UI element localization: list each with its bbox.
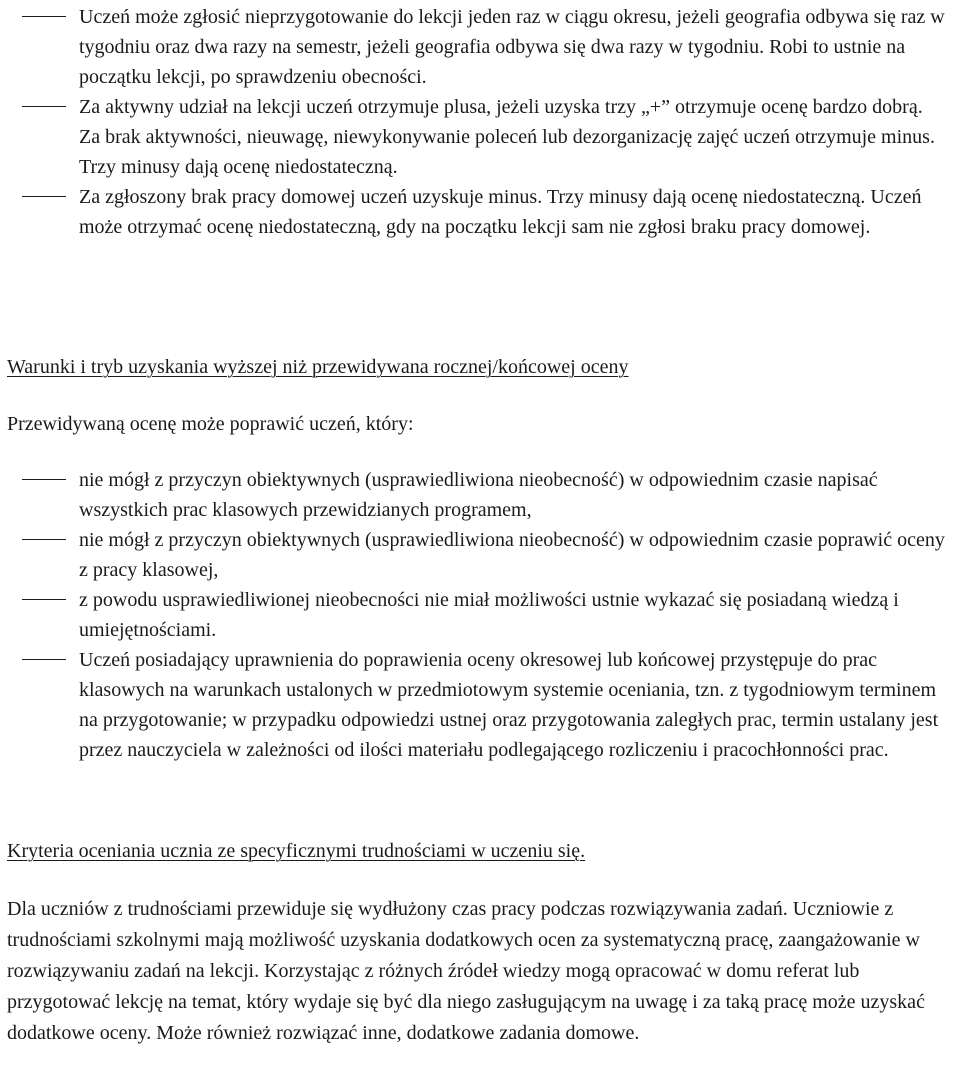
list-item	[0, 182, 960, 242]
section-heading-criteria: Kryteria oceniania ucznia ze specyficznymi trudnościami w uczeniu się.	[7, 840, 586, 862]
list-item	[0, 525, 960, 585]
criteria-paragraph: Dla uczniów z trudnościami przewiduje się wydłużony czas pracy podczas rozwiązywania zadań. Uczniowie z trudnościami szkolnymi mają możliwość uzyskania dodatkowych ocen za systematyczną pracę, zaangażowanie w rozwiązywaniu zadań na lekcji. Korzystając z różnych źródeł wiedzy mogą opracować w domu referat lub przygotować lekcję na temat, który wydaje się być dla niego zasługującym na uwagę i za taką pracę może uzyskać dodatkowe oceny. Może również rozwiązać inne, dodatkowe zadania domowe.	[7, 898, 925, 1044]
grading-rules-list	[0, 2, 960, 242]
list-item	[0, 465, 960, 525]
list-item-text: z powodu usprawiedliwionej nieobecności nie miał możliwości ustnie wykazać się posiadaną wiedzą i umiejętnościami.	[79, 589, 899, 641]
improve-conditions-list	[0, 465, 960, 765]
list-item-text: nie mógł z przyczyn obiektywnych (usprawiedliwiona nieobecność) w odpowiednim czasie poprawić oceny z pracy klasowej,	[79, 529, 945, 581]
dash-bullet-icon	[22, 479, 66, 480]
dash-bullet-icon	[22, 539, 66, 540]
dash-bullet-icon	[22, 659, 66, 660]
dash-bullet-icon	[22, 16, 66, 17]
list-item-text: Uczeń posiadający uprawnienia do poprawienia oceny okresowej lub końcowej przystępuje do prac klasowych na warunkach ustalonych w przedmiotowym systemie oceniania, tzn. z tygodniowym terminem na przygotowanie; w przypadku odpowiedzi ustnej oraz przygotowania zaległych prac, termin ustalany jest przez nauczyciela w zależności od ilości materiału podlegającego rozliczeniu i pracochłonności prac.	[79, 649, 939, 761]
list-item	[0, 92, 960, 182]
list-item-text: Uczeń może zgłosić nieprzygotowanie do lekcji jeden raz w ciągu okresu, jeżeli geografia odbywa się raz w tygodniu oraz dwa razy na semestr, jeżeli geografia odbywa się dwa razy w tygodniu. Robi to ustnie na początku lekcji, po sprawdzeniu obecności.	[79, 6, 945, 88]
dash-bullet-icon	[22, 196, 66, 197]
section-heading-improve-grade: Warunki i tryb uzyskania wyższej niż przewidywana rocznej/końcowej oceny	[7, 356, 629, 378]
improve-intro-text: Przewidywaną ocenę może poprawić uczeń, który:	[7, 413, 414, 435]
list-item	[0, 2, 960, 92]
list-item	[0, 585, 960, 645]
dash-bullet-icon	[22, 106, 66, 107]
list-item	[0, 645, 960, 765]
list-item-text: Za zgłoszony brak pracy domowej uczeń uzyskuje minus. Trzy minusy dają ocenę niedostateczną. Uczeń może otrzymać ocenę niedostateczną, gdy na początku lekcji sam nie zgłosi braku pracy domowej.	[79, 186, 922, 238]
list-item-text: Za aktywny udział na lekcji uczeń otrzymuje plusa, jeżeli uzyska trzy „+” otrzymuje ocenę bardzo dobrą. Za brak aktywności, nieuwagę, niewykonywanie poleceń lub dezorganizację zajęć uczeń otrzymuje minus. Trzy minusy dają ocenę niedostateczną.	[79, 96, 935, 178]
dash-bullet-icon	[22, 599, 66, 600]
list-item-text: nie mógł z przyczyn obiektywnych (usprawiedliwiona nieobecność) w odpowiednim czasie napisać wszystkich prac klasowych przewidzianych programem,	[79, 469, 878, 521]
